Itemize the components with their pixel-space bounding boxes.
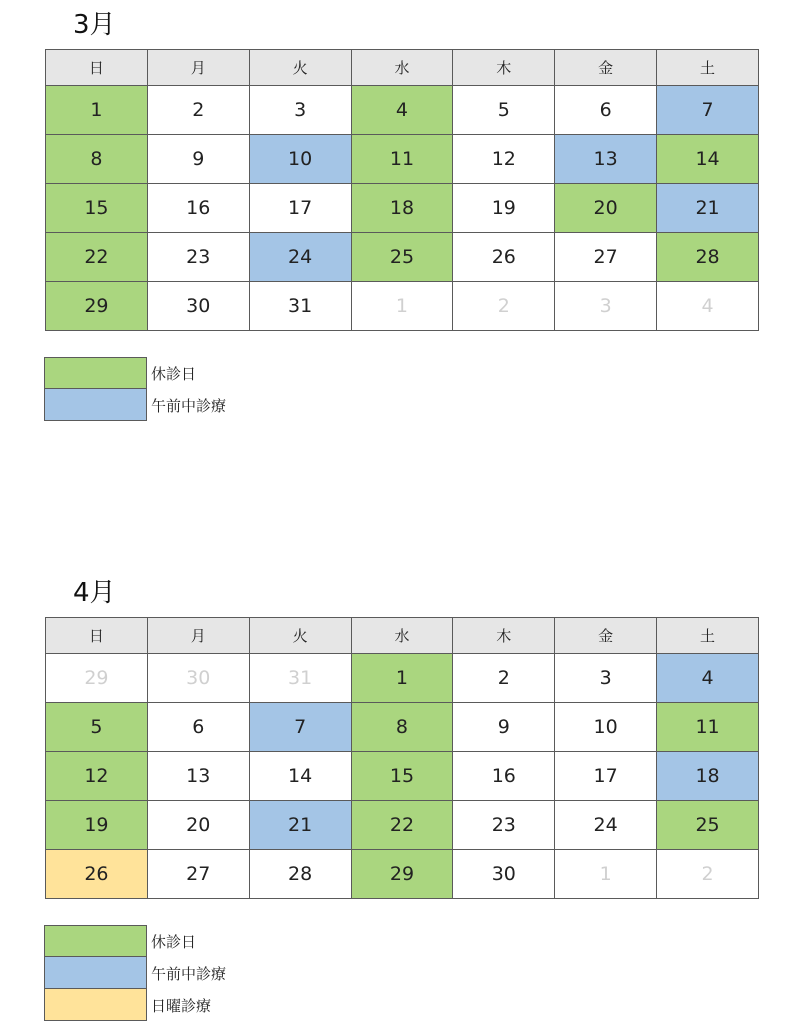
day-cell: 16 xyxy=(453,752,555,801)
day-cell: 15 xyxy=(351,752,453,801)
day-cell: 21 xyxy=(249,801,351,850)
day-cell: 22 xyxy=(351,801,453,850)
day-cell: 9 xyxy=(147,135,249,184)
week-row xyxy=(46,86,759,135)
legend-label: 休診日 xyxy=(151,365,197,383)
day-cell: 12 xyxy=(46,752,148,801)
weekday-header: 土 xyxy=(657,618,759,654)
april-days xyxy=(46,654,759,899)
day-cell: 18 xyxy=(351,184,453,233)
weekday-header: 火 xyxy=(249,50,351,86)
week-row xyxy=(46,850,759,899)
day-cell: 18 xyxy=(657,752,759,801)
weekday-header-row xyxy=(46,618,759,654)
day-cell: 5 xyxy=(453,86,555,135)
day-cell: 27 xyxy=(147,850,249,899)
day-cell: 20 xyxy=(147,801,249,850)
legend-label: 午前中診療 xyxy=(151,965,227,983)
day-cell-outside-month: 30 xyxy=(147,654,249,703)
day-cell: 29 xyxy=(351,850,453,899)
week-row xyxy=(46,654,759,703)
day-cell: 15 xyxy=(46,184,148,233)
day-cell: 27 xyxy=(555,233,657,282)
legend-label: 午前中診療 xyxy=(151,397,227,415)
day-cell: 14 xyxy=(657,135,759,184)
weekday-header: 金 xyxy=(555,618,657,654)
day-cell: 5 xyxy=(46,703,148,752)
march-title: 3月 xyxy=(73,10,116,40)
day-cell: 23 xyxy=(147,233,249,282)
day-cell: 19 xyxy=(453,184,555,233)
day-cell: 13 xyxy=(147,752,249,801)
day-cell: 7 xyxy=(249,703,351,752)
day-cell: 20 xyxy=(555,184,657,233)
legend-swatch xyxy=(44,925,147,957)
day-cell-outside-month: 3 xyxy=(555,282,657,331)
day-cell: 2 xyxy=(453,654,555,703)
day-cell: 23 xyxy=(453,801,555,850)
weekday-header: 木 xyxy=(453,50,555,86)
day-cell-outside-month: 29 xyxy=(46,654,148,703)
day-cell: 3 xyxy=(555,654,657,703)
day-cell: 4 xyxy=(351,86,453,135)
day-cell: 3 xyxy=(249,86,351,135)
weekday-header: 日 xyxy=(46,50,148,86)
day-cell: 1 xyxy=(351,654,453,703)
day-cell: 1 xyxy=(46,86,148,135)
weekday-header: 木 xyxy=(453,618,555,654)
day-cell-outside-month: 1 xyxy=(351,282,453,331)
day-cell: 30 xyxy=(453,850,555,899)
weekday-header: 水 xyxy=(351,618,453,654)
day-cell: 10 xyxy=(555,703,657,752)
day-cell: 12 xyxy=(453,135,555,184)
legend-label: 休診日 xyxy=(151,933,197,951)
legend-label: 日曜診療 xyxy=(151,997,212,1015)
day-cell: 24 xyxy=(555,801,657,850)
weekday-header: 土 xyxy=(657,50,759,86)
weekday-header-row xyxy=(46,50,759,86)
day-cell: 25 xyxy=(657,801,759,850)
weekday-header: 金 xyxy=(555,50,657,86)
day-cell: 8 xyxy=(46,135,148,184)
day-cell: 30 xyxy=(147,282,249,331)
day-cell-outside-month: 1 xyxy=(555,850,657,899)
day-cell: 22 xyxy=(46,233,148,282)
day-cell-outside-month: 4 xyxy=(657,282,759,331)
weekday-header: 月 xyxy=(147,618,249,654)
april-title: 4月 xyxy=(73,578,116,608)
day-cell: 31 xyxy=(249,282,351,331)
day-cell: 29 xyxy=(46,282,148,331)
march-days xyxy=(46,86,759,331)
week-row xyxy=(46,801,759,850)
day-cell: 26 xyxy=(453,233,555,282)
day-cell: 14 xyxy=(249,752,351,801)
week-row xyxy=(46,233,759,282)
day-cell: 25 xyxy=(351,233,453,282)
day-cell: 8 xyxy=(351,703,453,752)
april-calendar xyxy=(45,617,759,899)
weekday-header: 火 xyxy=(249,618,351,654)
legend-swatch xyxy=(44,957,147,989)
day-cell: 6 xyxy=(555,86,657,135)
day-cell-outside-month: 2 xyxy=(657,850,759,899)
day-cell: 24 xyxy=(249,233,351,282)
day-cell: 6 xyxy=(147,703,249,752)
march-calendar xyxy=(45,49,759,331)
day-cell: 28 xyxy=(657,233,759,282)
weekday-header: 日 xyxy=(46,618,148,654)
day-cell: 28 xyxy=(249,850,351,899)
legend-swatch xyxy=(44,989,147,1021)
day-cell: 26 xyxy=(46,850,148,899)
day-cell: 19 xyxy=(46,801,148,850)
week-row xyxy=(46,184,759,233)
day-cell: 17 xyxy=(249,184,351,233)
day-cell: 13 xyxy=(555,135,657,184)
day-cell: 4 xyxy=(657,654,759,703)
day-cell: 11 xyxy=(351,135,453,184)
day-cell: 9 xyxy=(453,703,555,752)
day-cell: 10 xyxy=(249,135,351,184)
week-row xyxy=(46,135,759,184)
day-cell: 7 xyxy=(657,86,759,135)
weekday-header: 月 xyxy=(147,50,249,86)
week-row xyxy=(46,282,759,331)
week-row xyxy=(46,703,759,752)
day-cell: 2 xyxy=(147,86,249,135)
weekday-header: 水 xyxy=(351,50,453,86)
legend-swatch xyxy=(44,357,147,389)
day-cell: 16 xyxy=(147,184,249,233)
day-cell: 17 xyxy=(555,752,657,801)
day-cell: 21 xyxy=(657,184,759,233)
week-row xyxy=(46,752,759,801)
legend-swatch xyxy=(44,389,147,421)
day-cell-outside-month: 2 xyxy=(453,282,555,331)
day-cell: 11 xyxy=(657,703,759,752)
day-cell-outside-month: 31 xyxy=(249,654,351,703)
